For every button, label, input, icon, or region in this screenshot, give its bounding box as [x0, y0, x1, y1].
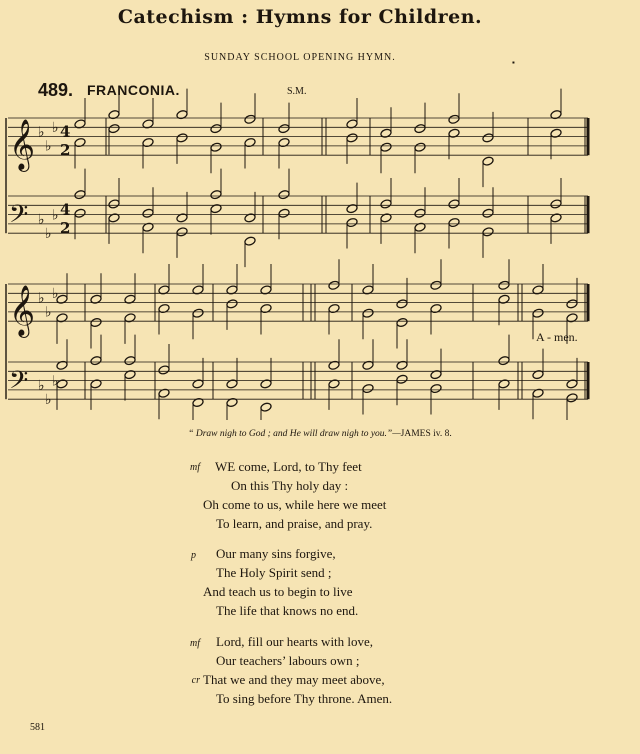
note-head: [176, 227, 188, 237]
note-head: [124, 355, 136, 365]
dynamic-mark: cr: [191, 675, 200, 686]
scripture-quote: [0, 429, 640, 439]
note-head: [430, 383, 442, 393]
clefs: [9, 119, 70, 408]
note-head: [448, 199, 460, 209]
scripture-reference: JAMES iv. 8.: [400, 429, 452, 439]
note-head: [210, 189, 222, 199]
stanza-line: That we and they may meet above,: [203, 672, 385, 687]
flat-sign: ♭: [45, 304, 52, 321]
note-head: [380, 142, 392, 152]
stanza-line: Our many sins forgive,: [216, 546, 336, 561]
note-head: [414, 142, 426, 152]
note-head: [244, 236, 256, 246]
stanza-line: The Holy Spirit send ;: [216, 565, 332, 580]
stanza-line: Oh come to us, while here we meet: [203, 497, 387, 512]
amen-lyric: A - men.: [536, 330, 578, 344]
flat-sign: ♭: [38, 377, 45, 394]
hymn-number: 489.: [38, 80, 74, 100]
note-head: [260, 402, 272, 412]
note-head: [108, 199, 120, 209]
flat-sign: ♭: [52, 207, 59, 224]
speck: ▪: [512, 58, 515, 67]
note-head: [396, 317, 408, 327]
flat-sign: ♭: [45, 391, 52, 408]
note-head: [176, 133, 188, 143]
stanza-line: Our teachers’ labours own ;: [216, 653, 360, 668]
time-signature: 4: [60, 200, 71, 219]
treble-clef: 𝄞: [9, 285, 36, 337]
note-head: [210, 123, 222, 133]
treble-clef: 𝄞: [9, 119, 36, 171]
note-head: [142, 208, 154, 218]
dynamic-mark: mf: [190, 462, 200, 473]
hymn-subtitle: SUNDAY SCHOOL OPENING HYMN.: [204, 52, 396, 63]
stanza-line: On this Thy holy day :: [231, 478, 349, 493]
note-head: [448, 217, 460, 227]
note-head: [158, 365, 170, 375]
note-head: [278, 208, 290, 218]
barlines: [6, 118, 588, 402]
note-head: [90, 355, 102, 365]
note-head: [74, 208, 86, 218]
note-head: [414, 123, 426, 133]
note-head: [278, 189, 290, 199]
note-head: [346, 133, 358, 143]
bass-clef: 𝄢: [9, 366, 29, 402]
note-head: [192, 308, 204, 318]
meter: S.M.: [287, 86, 307, 97]
note-head: [380, 199, 392, 209]
stanza-line: Lord, fill our hearts with love,: [216, 634, 374, 649]
stanza-line: The life that knows no end.: [216, 603, 359, 618]
note-head: [362, 383, 374, 393]
note-head: [90, 317, 102, 327]
stanza-line: To learn, and praise, and pray.: [216, 516, 373, 531]
stanza-line: To sing before Thy throne. Amen.: [216, 691, 393, 706]
note-head: [226, 299, 238, 309]
note-head: [482, 208, 494, 218]
note-head: [566, 393, 578, 403]
note-head: [482, 133, 494, 143]
time-signature: 2: [60, 141, 71, 160]
note-head: [108, 123, 120, 133]
time-signature: 2: [60, 219, 71, 238]
bass-clef: 𝄢: [9, 200, 29, 236]
note-head: [74, 189, 86, 199]
stanza-line: WE come, Lord, to Thy feet: [215, 459, 362, 474]
note-head: [482, 227, 494, 237]
flat-sign: ♭: [45, 225, 52, 242]
note-head: [430, 280, 442, 290]
flat-sign: ♭: [38, 211, 45, 228]
running-head: Catechism : Hymns for Children.: [117, 6, 483, 28]
note-head: [498, 280, 510, 290]
note-head: [244, 114, 256, 124]
note-head: [210, 142, 222, 152]
flat-sign: ♭: [52, 373, 59, 390]
note-head: [278, 123, 290, 133]
flat-sign: ♭: [38, 290, 45, 307]
note-head: [362, 308, 374, 318]
note-head: [346, 217, 358, 227]
tune-name: FRANCONIA.: [87, 82, 180, 98]
note-head: [448, 114, 460, 124]
stanza-line: And teach us to begin to live: [203, 584, 353, 599]
note-head: [550, 199, 562, 209]
flat-sign: ♭: [52, 285, 59, 302]
flat-sign: ♭: [45, 138, 52, 155]
flat-sign: ♭: [38, 124, 45, 141]
page-number: 581: [30, 722, 45, 733]
scripture-text: “ Draw nigh to God ; and He will draw nigh to you.”—: [188, 429, 401, 439]
note-head: [414, 208, 426, 218]
notes: [56, 89, 578, 420]
note-head: [498, 355, 510, 365]
note-head: [566, 299, 578, 309]
flat-sign: ♭: [52, 119, 59, 136]
note-head: [532, 308, 544, 318]
note-head: [328, 280, 340, 290]
note-head: [396, 374, 408, 384]
note-head: [482, 156, 494, 166]
time-signature: 4: [60, 122, 71, 141]
note-head: [396, 299, 408, 309]
dynamic-mark: mf: [190, 638, 200, 649]
dynamic-mark: p: [191, 550, 196, 561]
